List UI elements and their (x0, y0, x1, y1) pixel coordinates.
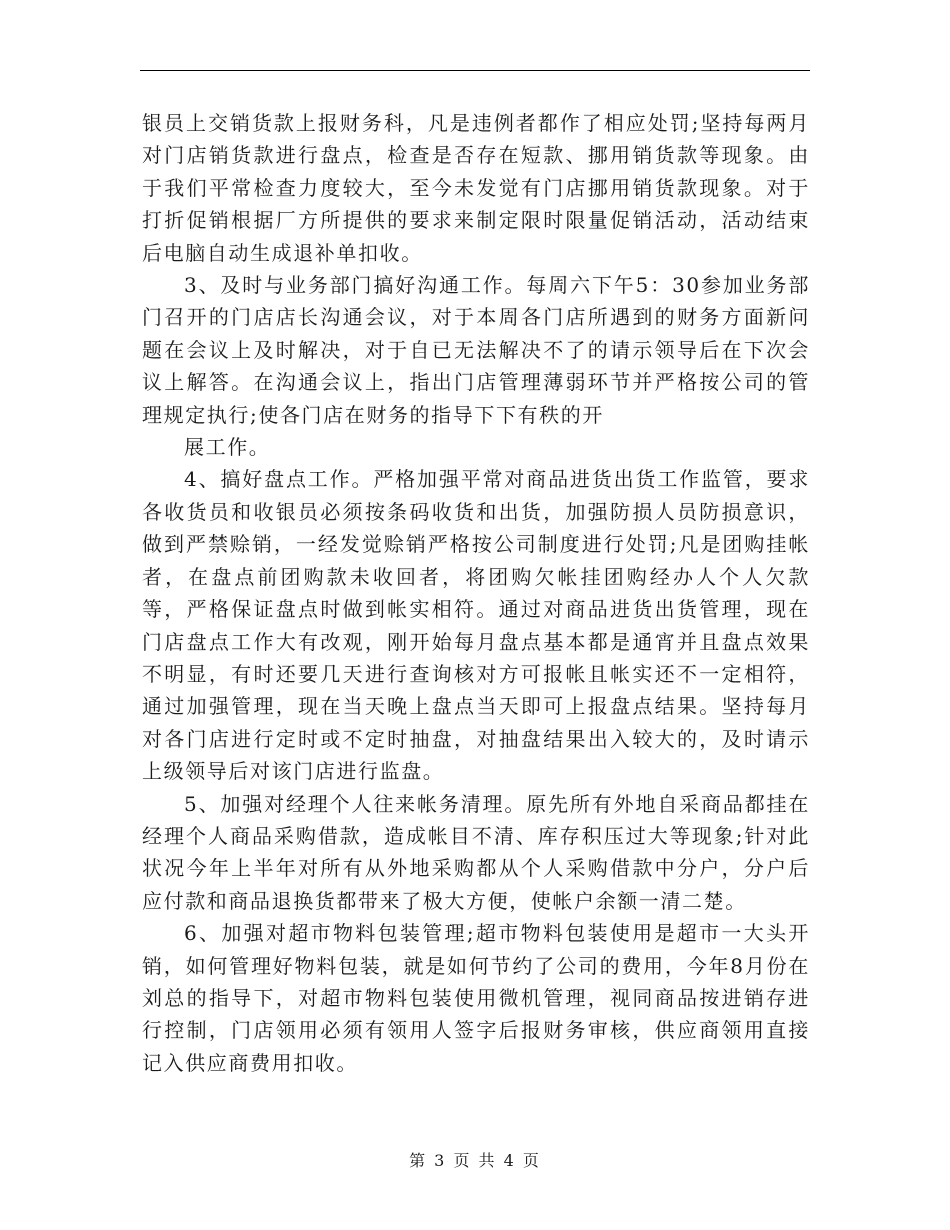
document-body (142, 107, 810, 1079)
paragraph-item-5: 5、加强对经理个人往来帐务清理。原先所有外地自采商品都挂在经理个人商品采购借款，造成帐目不清、库存积压过大等现象;针对此状况今年上半年对所有从外地采购都从个人采购借款中分户，分户后应付款和商品退换货都带来了极大方便，使帐户余额一清二楚。 (142, 791, 810, 913)
paragraph-item-3-tail: 展工作。 (184, 435, 271, 460)
paragraph-item-4: 4、搞好盘点工作。严格加强平常对商品进货出货工作监管，要求各收货员和收银员必须按条码收货和出货，加强防损人员防损意识，做到严禁赊销，一经发觉赊销严格按公司制度进行处罚;凡是团购挂帐者，在盘点前团购款未收回者，将团购欠帐挂团购经办人个人欠款等，严格保证盘点时做到帐实相符。通过对商品进货出货管理，现在门店盘点工作大有改观，刚开始每月盘点基本都是通宵并且盘点效果不明显，有时还要几天进行查询核对方可报帐且帐实还不一定相符，通过加强管理，现在当天晚上盘点当天即可上报盘点结果。坚持每月对各门店进行定时或不定时抽盘，对抽盘结果出入较大的，及时请示上级领导后对该门店进行监盘。 (142, 467, 810, 784)
header-rule (140, 70, 810, 71)
paragraph-item-6: 6、加强对超市物料包装管理;超市物料包装使用是超市一大头开销，如何管理好物料包装，就是如何节约了公司的费用，今年8月份在刘总的指导下，对超市物料包装使用微机管理，视同商品按进销存进行控制，门店领用必须有领用人签字后报财务审核，供应商领用直接记入供应商费用扣收。 (142, 921, 810, 1075)
page-number-footer: 第 3 页 共 4 页 (409, 1151, 541, 1170)
paragraph-continuation: 银员上交销货款上报财务科，凡是违例者都作了相应处罚;坚持每两月对门店销货款进行盘点，检查是否存在短款、挪用销货款等现象。由于我们平常检查力度较大，至今未发觉有门店挪用销货款现象。对于打折促销根据厂方所提供的要求来制定限时限量促销活动，活动结束后电脑自动生成退补单扣收。 (142, 111, 810, 265)
paragraph-item-3: 3、及时与业务部门搞好沟通工作。每周六下午5：30参加业务部门召开的门店店长沟通会议，对于本周各门店所遇到的财务方面新问题在会议上及时解决，对于自已无法解决不了的请示领导后在下次会议上解答。在沟通会议上，指出门店管理薄弱环节并严格按公司的管理规定执行;使各门店在财务的指导下下有秩的开 (142, 273, 810, 427)
